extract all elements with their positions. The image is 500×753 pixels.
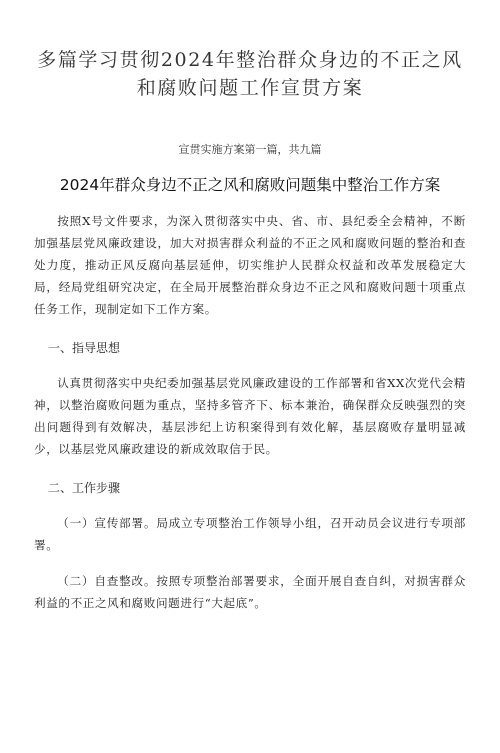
section-heading-guiding-ideology: 一、指导思想 xyxy=(48,341,121,355)
document-page xyxy=(0,46,500,753)
intro-paragraph: 按照X号文件要求，为深入贯彻落实中央、省、市、县纪委全会精神，不断加强基层党风廉政建设，加大对损害群众利益的不正之风和腐败问题的整治和查处力度，推动正风反腐向基层延伸，切实维护人民群众权益和改革发展稳定大局，经局党组研究决定，在全局开展整治群众身边不正之风和腐败问题十项重点任务工作，现制定如下工作方案。 xyxy=(34,214,466,316)
section-heading-work-steps: 二、工作步骤 xyxy=(48,481,121,495)
step-publicity-paragraph: （一）宣传部署。局成立专项整治工作领导小组，召开动员会议进行专项部署。 xyxy=(34,516,466,552)
guiding-ideology-paragraph: 认真贯彻落实中央纪委加强基层党风廉政建设的工作部署和省XX次党代会精神，以整治腐败问题为重点，坚持多管齐下、标本兼治，确保群众反映强烈的突出问题得到有效解决，基层涉纪上访积案得到有效化解，基层腐败存量明显减少，以基层党风廉政建设的新成效取信于民。 xyxy=(34,376,466,456)
plan-title: 2024年群众身边不正之风和腐败问题集中整治工作方案 xyxy=(59,176,441,194)
document-title: 多篇学习贯彻2024年整治群众身边的不正之风和腐败问题工作宣贯方案 xyxy=(37,49,463,99)
step-self-check-paragraph: （二）自查整改。按照专项整治部署要求，全面开展自查自纠，对损害群众利益的不正之风和腐败问题进行“大起底”。 xyxy=(34,574,466,610)
series-label: 宣贯实施方案第一篇，共九篇 xyxy=(178,143,322,156)
